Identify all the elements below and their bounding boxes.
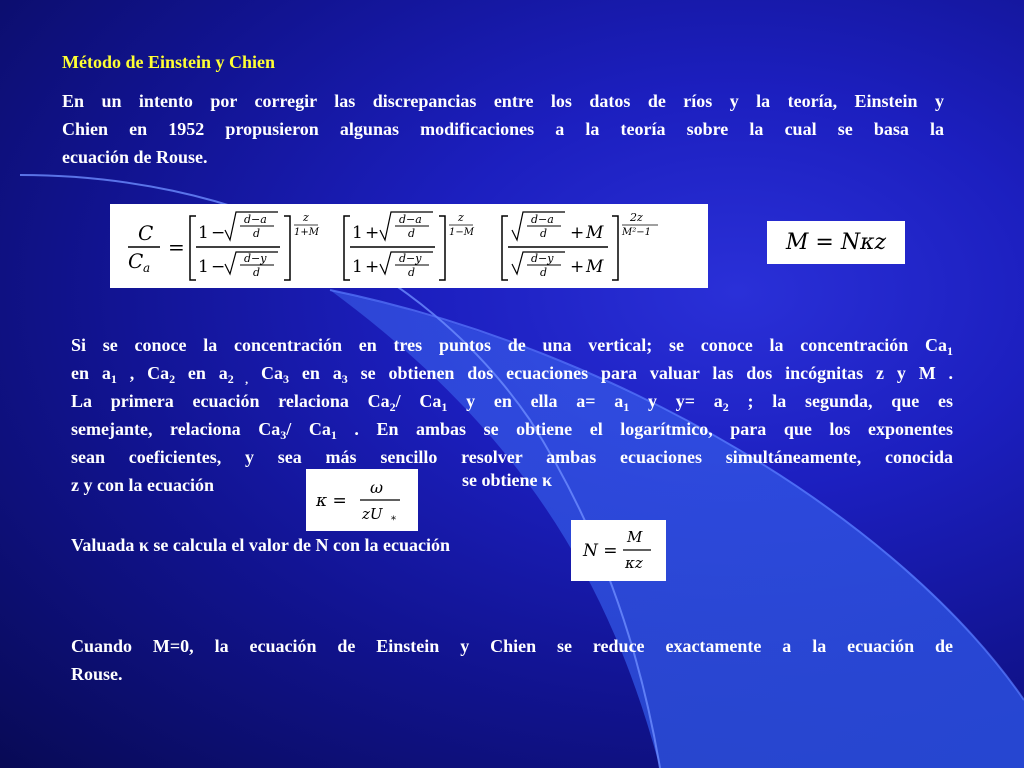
svg-text:1: 1 [352,223,363,243]
svg-text:d−a: d−a [399,213,422,226]
conclusion-paragraph [71,632,953,688]
svg-text:d: d [540,227,548,240]
m-equation [767,221,905,264]
svg-text:*: * [391,515,396,526]
svg-text:1: 1 [352,257,363,277]
svg-text:M: M [586,257,604,277]
svg-text:d−y: d−y [399,252,422,265]
eq-equals: = [168,235,185,259]
svg-text:−: − [211,257,226,277]
svg-text:N =: N = [583,541,618,561]
body-line-6: z y con la ecuación [71,475,214,495]
svg-text:1: 1 [198,257,209,277]
slide-title: Método de Einstein y Chien [62,52,276,72]
svg-text:M: M [627,528,643,546]
svg-text:κ =: κ = [316,491,347,511]
svg-text:ω: ω [370,478,384,497]
svg-text:+: + [570,257,585,277]
svg-text:zU: zU [362,505,383,523]
intro-line-1: En un intento por corregir las discrepancias entre los datos de ríos y la teoría, Einstein y [62,91,944,111]
body-line-4: semejante, relaciona $Ca_3/$ $Ca_1$ . En ambas se obtiene el logarítmico, para que los exponentes [71,419,953,442]
svg-text:z: z [458,211,464,224]
svg-text:1+M: 1+M [294,227,319,238]
svg-text:M: M [586,223,604,243]
svg-text:d−a: d−a [531,213,554,226]
svg-text:+: + [570,223,585,243]
svg-text:M²−1: M²−1 [622,227,651,238]
svg-text:+: + [365,257,380,277]
svg-text:d: d [253,266,261,279]
body-line-2: en $a_1$ , $Ca_2$ en $a_{2 ,}$ $Ca_3$ en $a_3$ se obtienen dos ecuaciones para valuar las dos incógnitas z y M . [71,363,954,386]
body-line-1: Si se conoce la concentración en tres puntos de una vertical; se conoce la concentración $Ca_1$ [71,335,953,358]
svg-text:d−a: d−a [244,213,267,226]
svg-text:+: + [365,223,380,243]
body-line-3: La primera ecuación relaciona $Ca_2/$ $Ca_1$ y en ella $a= a_1$ y $y= a_2$ ; la segunda, que es [71,391,954,414]
intro-line-2: Chien en 1952 propusieron algunas modificaciones a la teoría sobre la cual se basa la [62,119,944,139]
svg-text:z: z [303,211,309,224]
svg-text:−: − [211,223,226,243]
obtiene-kappa-text: se obtiene κ [462,470,552,490]
m-equation-text: M = Nκz [785,230,887,255]
svg-text:κz: κz [625,554,643,572]
svg-text:2z: 2z [630,211,643,224]
svg-text:d: d [408,266,416,279]
svg-text:d: d [540,266,548,279]
valuada-text: Valuada κ se calcula el valor de N con la ecuación [71,535,450,555]
eq-lhs-den: C [128,249,144,273]
svg-text:1: 1 [198,223,209,243]
svg-text:d: d [253,227,261,240]
svg-text:d−y: d−y [244,252,267,265]
svg-text:d: d [408,227,416,240]
kappa-equation [306,469,418,531]
intro-line-3: ecuación de Rouse. [62,147,208,167]
intro-paragraph [62,87,944,171]
eq-lhs-num: C [138,221,154,245]
body-line-5: sean coeficientes, y sea más sencillo resolver ambas ecuaciones simultáneamente, conocida [71,447,953,467]
einstein-chien-equation [110,204,708,288]
n-equation [571,520,666,581]
conclusion-line-2: Rouse. [71,664,123,684]
conclusion-line-1: Cuando M=0, la ecuación de Einstein y Chien se reduce exactamente a la ecuación de [71,636,953,656]
svg-text:1−M: 1−M [449,227,474,238]
eq-lhs-den-sub: a [143,261,151,275]
svg-text:d−y: d−y [531,252,554,265]
